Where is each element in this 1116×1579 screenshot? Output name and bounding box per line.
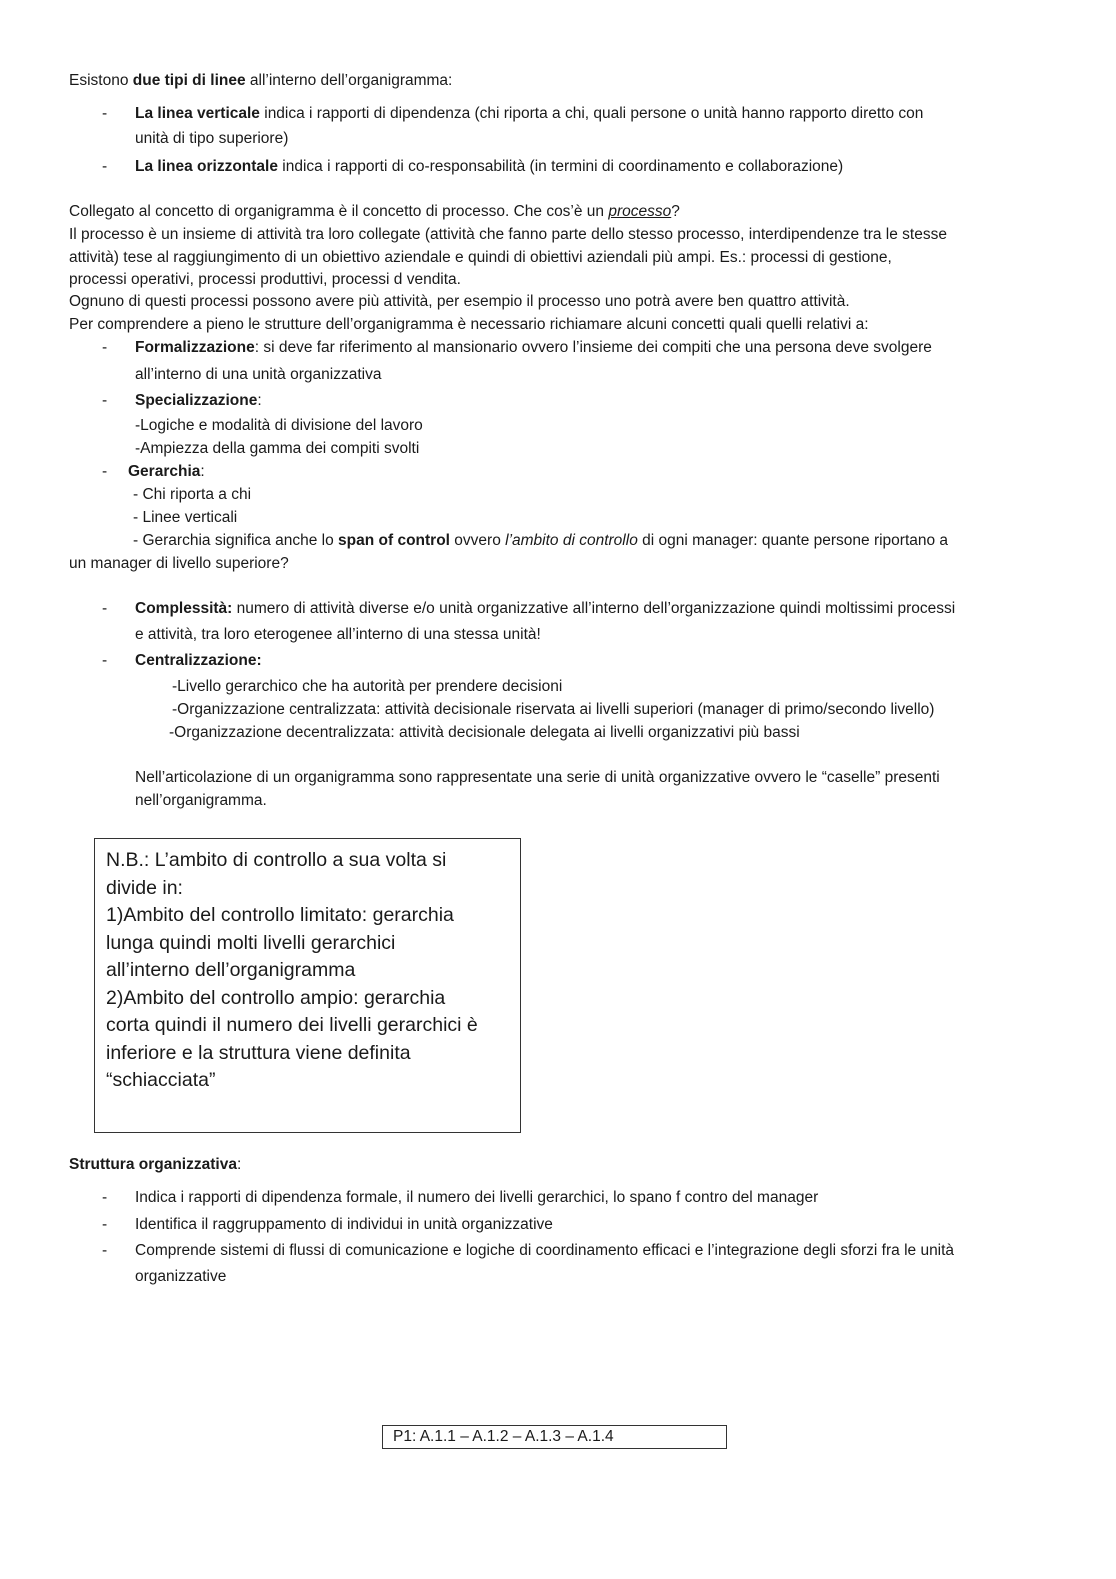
bullet-dash: - <box>102 158 108 175</box>
process-activities-box: P1: A.1.1 – A.1.2 – A.1.3 – A.1.4 <box>382 1425 727 1449</box>
bullet-dash: - <box>102 1242 108 1259</box>
gerarchia-sub-2: - Linee verticali <box>133 509 238 526</box>
line-horizontal-item: La linea orizzontale indica i rapporti di co-responsabilità (in termini di coordinamento e collaborazione) <box>135 158 844 175</box>
organigramma-note-1: Nell’articolazione di un organigramma sono rappresentate una serie di unità organizzative ovvero le “caselle” presenti <box>135 769 940 786</box>
gerarchia-span-cont: un manager di livello superiore? <box>69 555 289 572</box>
centralizzazione-sub-2: -Organizzazione centralizzata: attività decisionale riservata ai livelli superiori (manager di primo/secondo livello) <box>172 701 935 718</box>
bullet-dash: - <box>102 339 108 356</box>
bullet-dash: - <box>102 463 108 480</box>
process-line-3: attività) tese al raggiungimento di un obiettivo aziendale e quindi di obiettivi aziendali più ampi. Es.: processi di gestione, <box>69 249 892 266</box>
struttura-item-3-cont: organizzative <box>135 1268 227 1285</box>
concept-centralizzazione: Centralizzazione: <box>135 652 262 669</box>
specializzazione-sub-1: -Logiche e modalità di divisione del lavoro <box>135 417 423 434</box>
concept-formalizzazione-cont: all’interno di una unità organizzativa <box>135 366 382 383</box>
process-line-2: Il processo è un insieme di attività tra loro collegate (attività che fanno parte dello stesso processo, interdipendenze tra le stesse <box>69 226 947 243</box>
struttura-item-3: Comprende sistemi di flussi di comunicazione e logiche di coordinamento efficaci e l’integrazione degli sforzi fra le unità <box>135 1242 955 1259</box>
gerarchia-sub-1: - Chi riporta a chi <box>133 486 252 503</box>
line-vertical-item-cont: unità di tipo superiore) <box>135 130 289 147</box>
centralizzazione-sub-1: -Livello gerarchico che ha autorità per prendere decisioni <box>172 678 563 695</box>
gerarchia-span-of-control: - Gerarchia significa anche lo span of control ovvero l’ambito di controllo di ogni manager: quante persone riportano a <box>133 532 949 549</box>
nb-line: “schiacciata” <box>106 1069 216 1091</box>
bullet-dash: - <box>102 392 108 409</box>
bullet-dash: - <box>102 1189 108 1206</box>
process-line-1: Collegato al concetto di organigramma è il concetto di processo. Che cos’è un processo? <box>69 203 680 220</box>
nb-line: inferiore e la struttura viene definita <box>106 1041 411 1064</box>
bullet-dash: - <box>102 105 108 122</box>
nb-line: 1)Ambito del controllo limitato: gerarchia <box>106 904 454 926</box>
nb-line: all’interno dell’organigramma <box>106 959 356 981</box>
process-line-4: processi operativi, processi produttivi, processi d vendita. <box>69 271 461 288</box>
nb-line: divide in: <box>106 876 183 899</box>
centralizzazione-sub-3: -Organizzazione decentralizzata: attività decisionale delegata ai livelli organizzativi più bassi <box>169 724 800 741</box>
struttura-item-2: Identifica il raggruppamento di individui in unità organizzative <box>135 1216 553 1233</box>
process-line-6: Per comprendere a pieno le strutture dell’organigramma è necessario richiamare alcuni concetti quali quelli relativi a: <box>69 316 869 333</box>
concept-specializzazione: Specializzazione: <box>135 392 262 409</box>
nb-line: N.B.: L’ambito di controllo a sua volta si <box>106 849 447 871</box>
bullet-dash: - <box>102 1216 108 1233</box>
process-line-5: Ognuno di questi processi possono avere più attività, per esempio il processo uno potrà avere ben quattro attività. <box>69 293 850 310</box>
concept-complessita: Complessità: numero di attività diverse e/o unità organizzative all’interno dell’organizzazione quindi moltissimi processi <box>135 600 956 617</box>
struttura-item-1: Indica i rapporti di dipendenza formale, il numero dei livelli gerarchici, lo spano f contro del manager <box>135 1189 819 1206</box>
nb-line: lunga quindi molti livelli gerarchici <box>106 931 396 954</box>
concept-formalizzazione: Formalizzazione: si deve far riferimento al mansionario ovvero l’insieme dei compiti che una persona deve svolgere <box>135 339 932 356</box>
intro-line: Esistono due tipi di linee all’interno dell’organigramma: <box>69 72 453 89</box>
concept-complessita-cont: e attività, tra loro eterogenee all’interno di una stessa unità! <box>135 626 541 643</box>
specializzazione-sub-2: -Ampiezza della gamma dei compiti svolti <box>135 440 420 457</box>
struttura-title: Struttura organizzativa: <box>69 1156 242 1173</box>
concept-gerarchia: Gerarchia: <box>128 463 205 480</box>
nb-line: corta quindi il numero dei livelli gerarchici è <box>106 1014 478 1036</box>
bullet-dash: - <box>102 652 108 669</box>
nb-box <box>94 838 521 1133</box>
nb-line: 2)Ambito del controllo ampio: gerarchia <box>106 986 446 1009</box>
organigramma-note-2: nell’organigramma. <box>135 792 267 809</box>
line-vertical-item: La linea verticale indica i rapporti di dipendenza (chi riporta a chi, quali persone o unità hanno rapporto diretto con <box>135 105 924 122</box>
bullet-dash: - <box>102 600 108 617</box>
